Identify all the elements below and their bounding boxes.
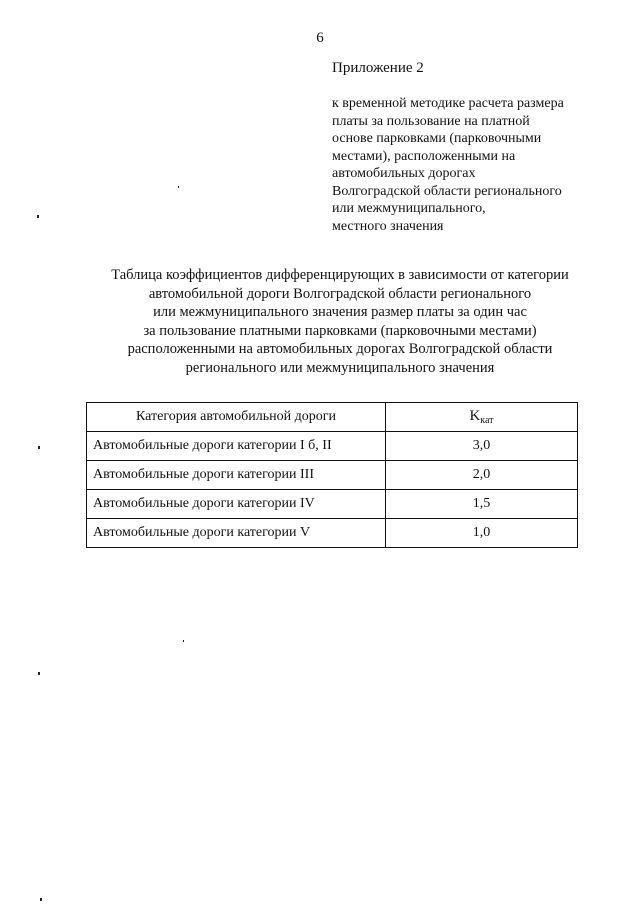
scan-speck [38,446,40,449]
road-category-cell: Автомобильные дороги категории I б, II [87,432,386,461]
table-row [87,432,578,461]
k-subscript: кат [480,415,494,426]
coefficient-value-cell: 2,0 [386,461,578,490]
appendix-subtitle-line: к временной методике расчета размера [332,96,564,111]
scan-speck [178,186,179,188]
coefficient-value-cell: 1,0 [386,519,578,548]
scan-speck [183,640,184,642]
column-header-k-coefficient [386,403,578,432]
road-category-cell: Автомобильные дороги категории V [87,519,386,548]
table-heading [40,266,640,377]
column-header-category: Категория автомобильной дороги [87,403,386,432]
table-row [87,519,578,548]
coefficient-value-cell: 3,0 [386,432,578,461]
road-category-cell: Автомобильные дороги категории IV [87,490,386,519]
appendix-subtitle-line: местами), расположенными на [332,148,516,164]
table-heading-line: регионального или межмуниципального значения [185,359,495,376]
appendix-title: Приложение 2 [332,60,424,76]
appendix-subtitle-line: или межмуниципального, [332,201,486,216]
k-symbol: K [469,408,481,424]
table-row [87,461,578,490]
scan-speck [40,898,42,901]
scan-speck [38,672,40,675]
appendix-subtitle-line: основе парковками (парковочными [332,131,542,146]
coefficient-value-cell: 1,5 [386,490,578,519]
table-heading-line: расположенными на автомобильных дорогах Волгоградской области [127,341,553,357]
appendix-subtitle-line: местного значения [332,218,444,234]
table-row [87,490,578,519]
appendix-subtitle [332,95,592,235]
table-header-row [87,403,578,432]
table-heading-line: или межмуниципального значения размер платы за один час [153,304,527,320]
appendix-subtitle-line: автомобильных дорогах [332,166,476,181]
page-number: 6 [316,30,324,46]
appendix-subtitle-line: Волгоградской области регионального [332,183,562,199]
appendix-subtitle-line: платы за пользование на платной [332,113,530,129]
table-heading-line: автомобильной дороги Волгоградской области регионального [148,285,532,302]
table-heading-line: Таблица коэффициентов дифференцирующих в зависимости от категории [111,267,569,283]
table-heading-line: за пользование платными парковками (парковочными местами) [143,322,537,339]
scan-speck [37,215,39,218]
road-category-cell: Автомобильные дороги категории III [87,461,386,490]
coefficient-table [86,402,578,548]
